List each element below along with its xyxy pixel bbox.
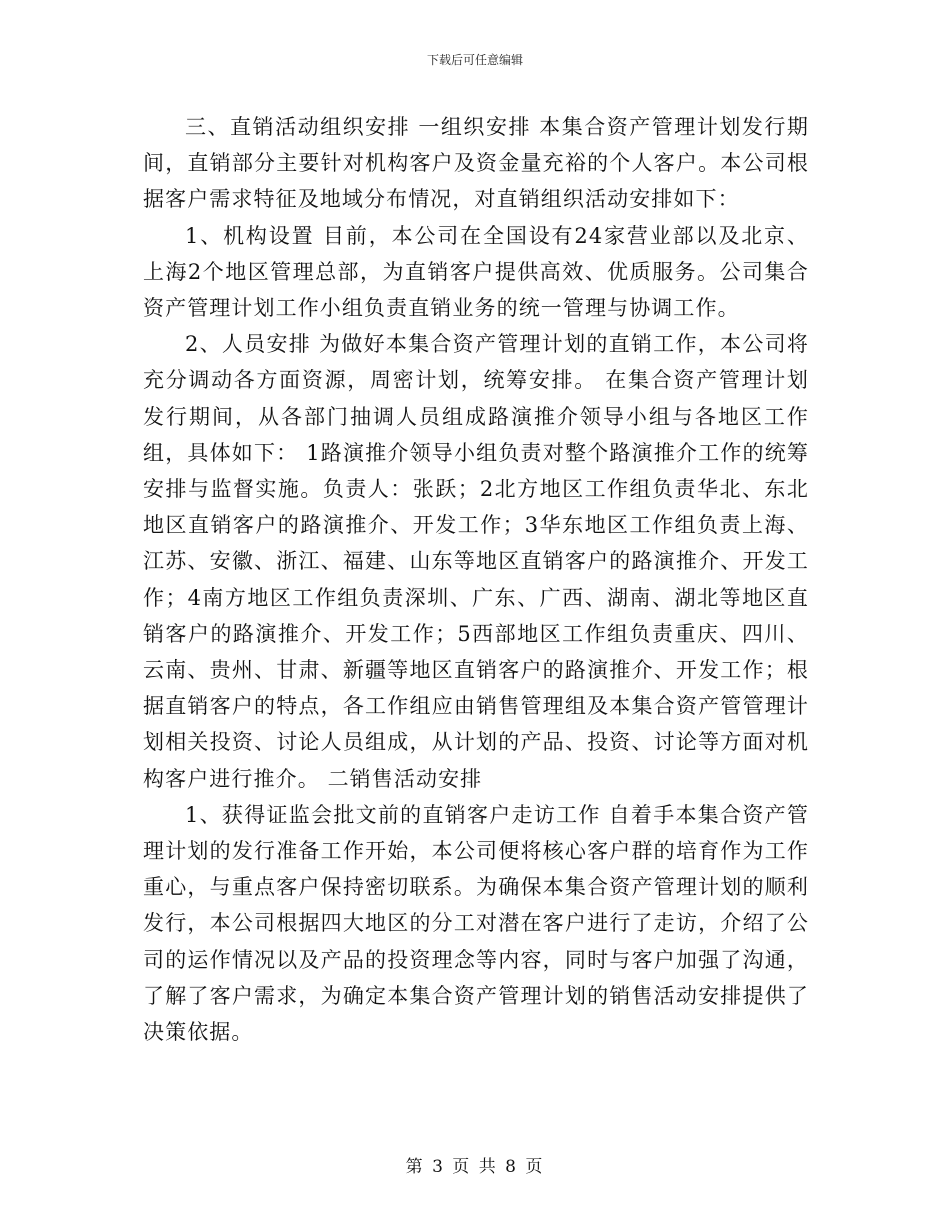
paragraph-client-visits: 1、获得证监会批文前的直销客户走访工作 自着手本集合资产管理计划的发行准备工作开始，本公司便将核心客户群的培育作为工作重心，与重点客户保持密切联系。为确保本集合资产管理计划的顺利发行，本公司根据四大地区的分工对潜在客户进行了走访，介绍了公司的运作情况以及产品的投资理念等内容，同时与客户加强了沟通，了解了客户需求，为确定本集合资产管理计划的销售活动安排提供了决策依据。	[143, 802, 809, 1045]
page-header: 下载后可任意编辑	[426, 53, 523, 67]
paragraph-institution-setup: 1、机构设置 目前，本公司在全国设有24家营业部以及北京、上海2个地区管理总部，为直销客户提供高效、优质服务。公司集合资产管理计划工作小组负责直销业务的统一管理与协调工作。	[143, 223, 809, 321]
paragraph-staff-arrangement: 2、人员安排 为做好本集合资产管理计划的直销工作，本公司将充分调动各方面资源，周密计划，统筹安排。 在集合资产管理计划发行期间，从各部门抽调人员组成路演推介领导小组与各地区工作组，具体如下： 1路演推介领导小组负责对整个路演推介工作的统筹安排与监督实施。负责人：张跃；2北方地区工作组负责华北、东北地区直销客户的路演推介、开发工作；3华东地区工作组负责上海、江苏、安徽、浙江、福建、山东等地区直销客户的路演推介、开发工作；4南方地区工作组负责深圳、广东、广西、湖南、湖北等地区直销客户的路演推介、开发工作；5西部地区工作组负责重庆、四川、云南、贵州、甘肃、新疆等地区直销客户的路演推介、开发工作；根据直销客户的特点，各工作组应由销售管理组及本集合资产管管理计划相关投资、讨论人员组成，从计划的产品、投资、讨论等方面对机构客户进行推介。 二销售活动安排	[143, 332, 809, 791]
paragraph-direct-sales-organization: 三、直销活动组织安排 一组织安排 本集合资产管理计划发行期间，直销部分主要针对机构客户及资金量充裕的个人客户。本公司根据客户需求特征及地域分布情况，对直销组织活动安排如下：	[143, 115, 809, 212]
document-body	[143, 109, 809, 1050]
page-number: 第 3 页 共 8 页	[405, 1157, 545, 1177]
